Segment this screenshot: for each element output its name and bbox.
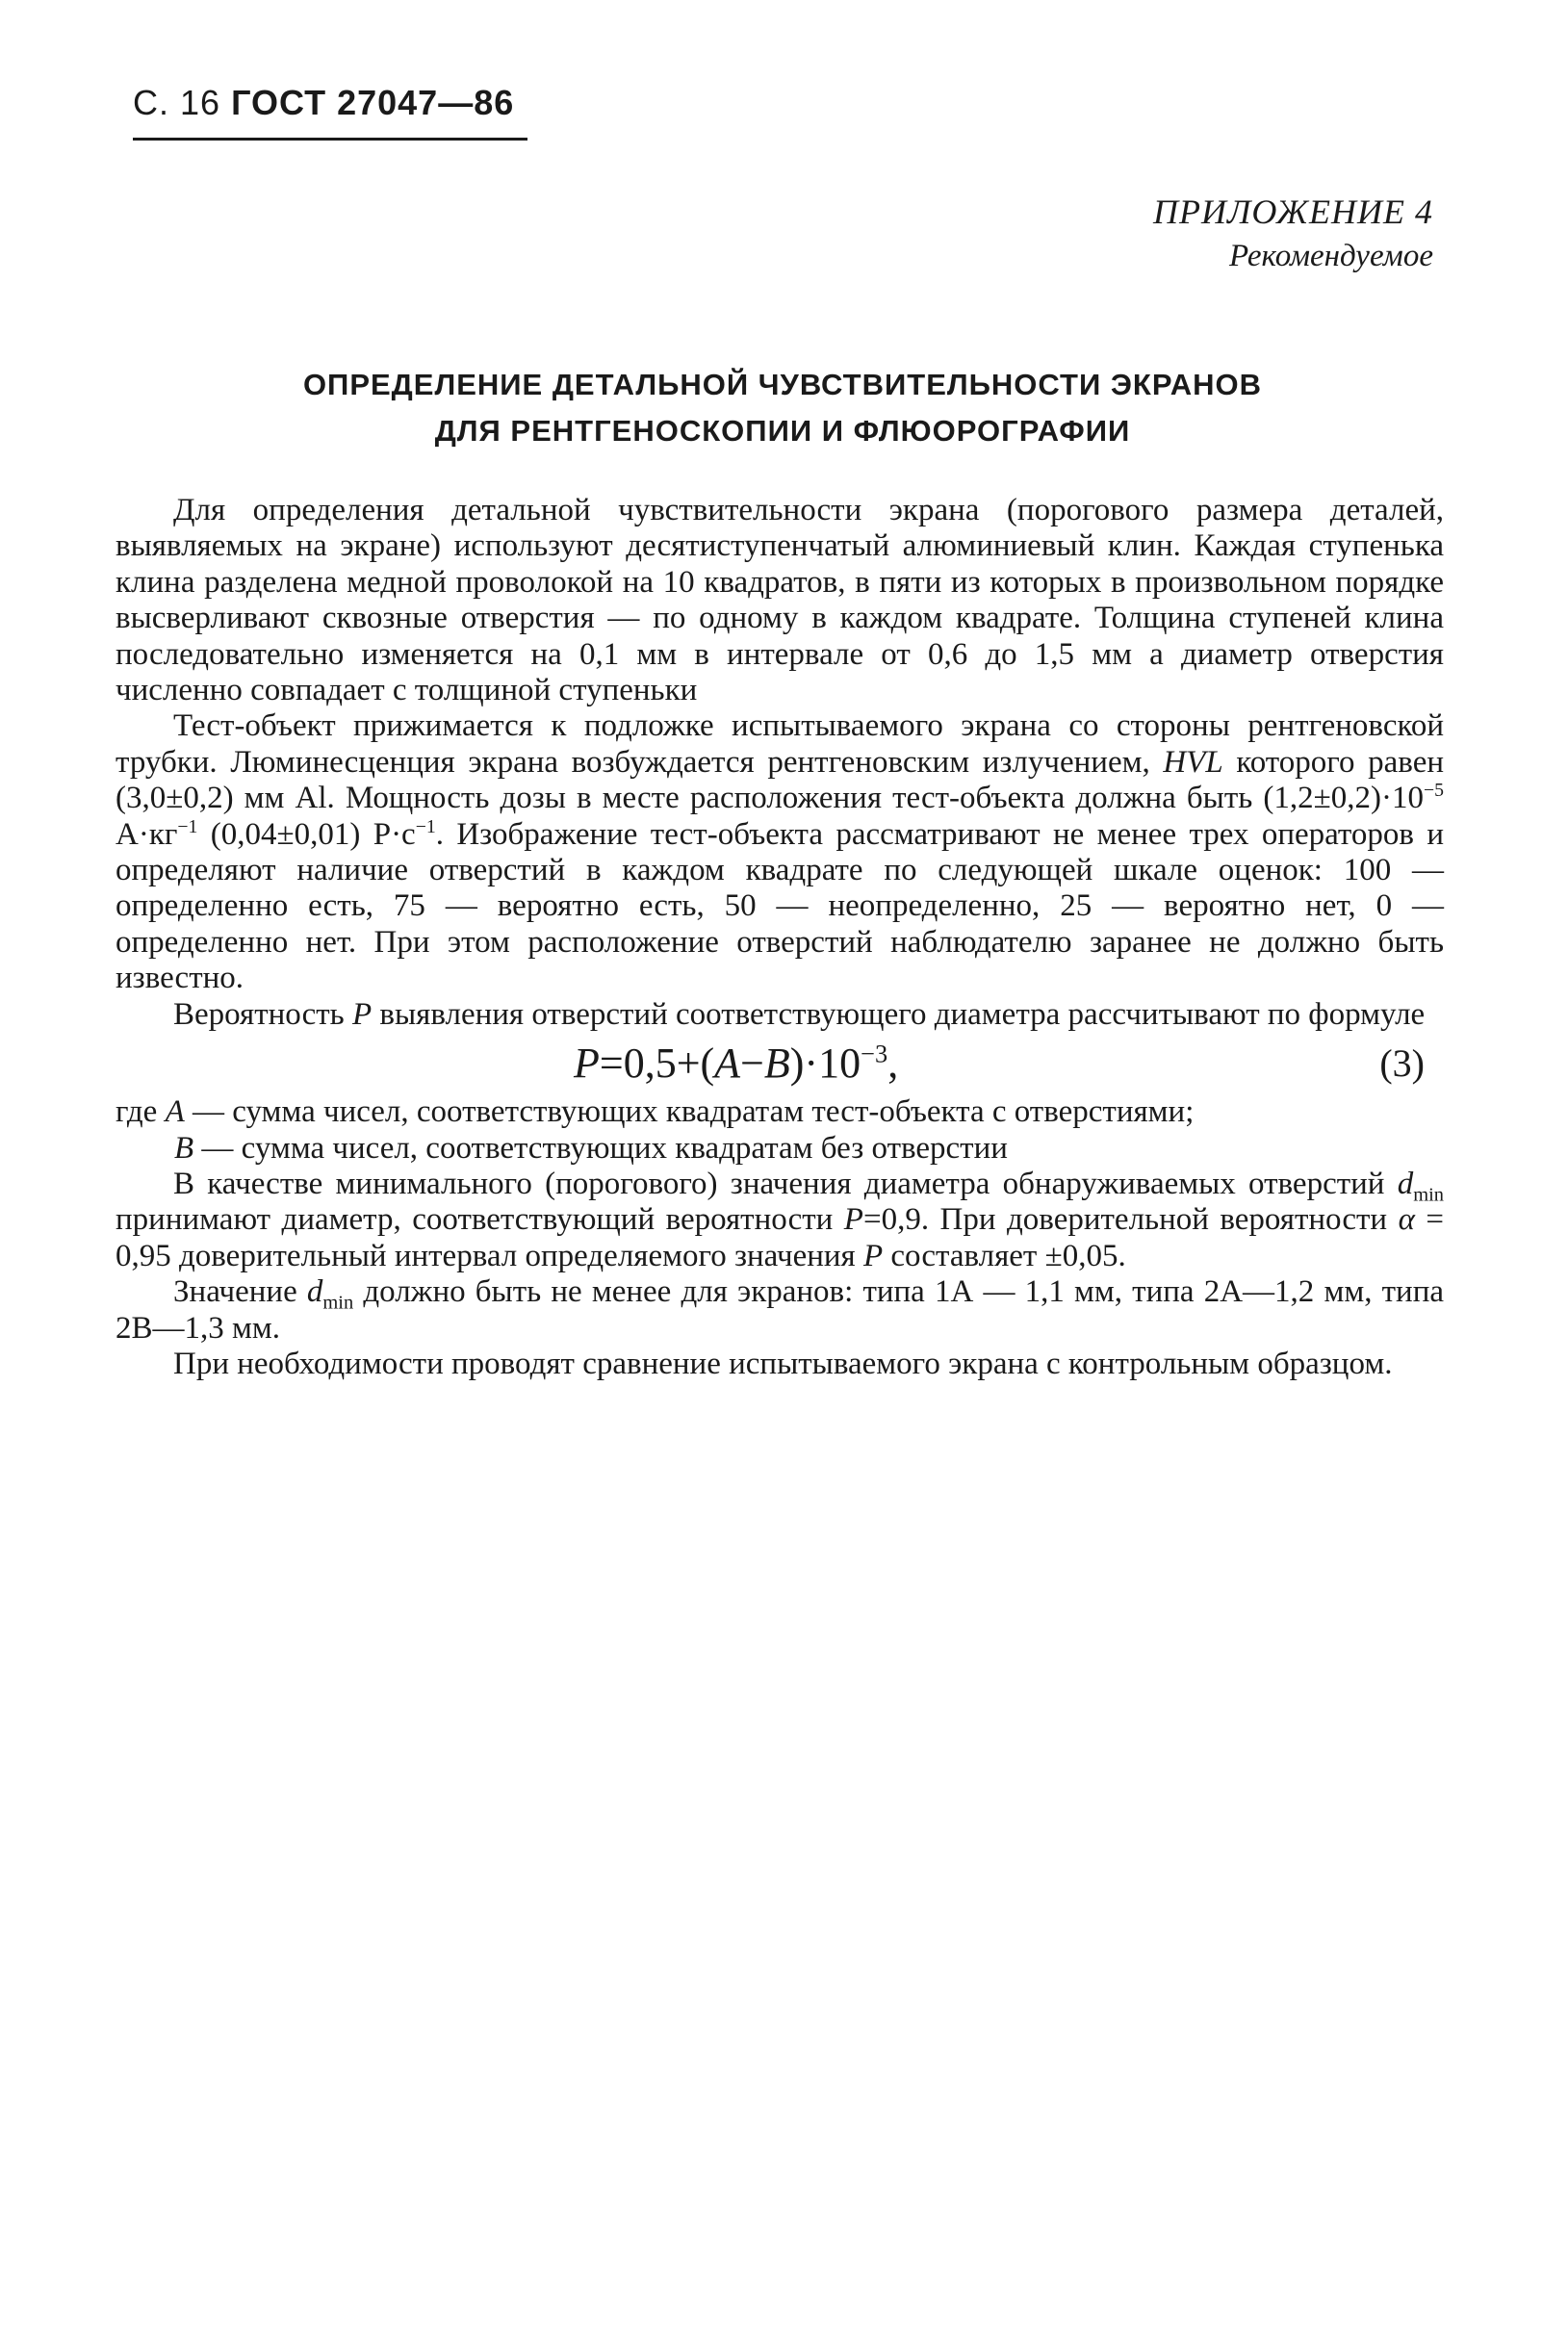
- appendix-block: [1153, 189, 1433, 277]
- paragraph-3: Вероятность P выявления отверстий соответствующего диаметра рассчитывают по формуле: [173, 996, 1426, 1032]
- document-title: [133, 362, 1432, 454]
- page-header: [133, 83, 514, 123]
- formula-expression: $P=0,5+(A-B)\cdot 10^{-3}$,: [574, 1039, 899, 1088]
- paragraph-5: Значение $d_{min}$ должно быть не менее для экранов: типа 1А — 1,1 мм, типа 2А—1,2 мм, типа 2В—1,3 мм.: [116, 1274, 1445, 1346]
- formula-3: [116, 1033, 1444, 1094]
- standard-number: ГОСТ 27047—86: [231, 83, 515, 122]
- paragraph-2: Тест-объект прижимается к подложке испытываемого экрана со стороны рентгеновской трубки. Люминесценция экрана возбуждается рентгеновским излучением, HVL которого равен (3,0±0,2) мм Al. Мощность дозы в месте расположения тест-объекта должна быть $(1,2\pm 0,2)\cdot 10^{-5}$ $А\cdot кг^{-1}$ (0,04±0,01) $Р\cdot с^{-1}$. Изображение тест-объекта рассматривают не менее трех операторов и определяют наличие отверстий в каждом квадрате по следующей шкале оценок: 100 — определенно есть, 75 — вероятно есть, 50 — неопределенно, 25 — вероятно нет, 0 — определенно нет. При этом расположение отверстий наблюдателю заранее не должно быть известно.: [116, 708, 1444, 996]
- where-b: B — сумма чисел, соответствующих квадратам без отверстии: [174, 1130, 1008, 1166]
- appendix-status: Рекомендуемое: [1228, 239, 1433, 273]
- header-rule: [133, 138, 527, 141]
- where-a: где A — сумма чисел, соответствующих квадратам тест-объекта с отверстиями;: [116, 1094, 1195, 1130]
- document-body: [116, 493, 1444, 1382]
- paragraph-1: Для определения детальной чувствительности экрана (порогового размера деталей, выявляемых на экране) используют десятиступенчатый алюминиевый клин. Каждая ступенька клина разделена медной проволокой на 10 квадратов, в пяти из которых в произвольном порядке высверливают сквозные отверстия — по одному в каждом квадрате. Толщина ступеней клина последовательно изменяется на 0,1 мм в интервале от 0,6 до 1,5 мм а диаметр отверстия численно совпадает с толщиной ступеньки: [116, 493, 1444, 708]
- formula-number: (3): [1379, 1041, 1425, 1086]
- paragraph-6: При необходимости проводят сравнение испытываемого экрана с контрольным образцом.: [173, 1346, 1393, 1381]
- hvl-term: HVL: [1163, 744, 1223, 780]
- page-number: С. 16: [133, 83, 221, 122]
- appendix-title: ПРИЛОЖЕНИЕ 4: [1153, 193, 1433, 231]
- title-line-1: ОПРЕДЕЛЕНИЕ ДЕТАЛЬНОЙ ЧУВСТВИТЕЛЬНОСТИ ЭКРАНОВ: [302, 368, 1263, 401]
- paragraph-4: В качестве минимального (порогового) значения диаметра обнаруживаемых отверстий $d_{min}$ принимают диаметр, соответствующий вероятности P=0,9. При доверительной вероятности α = 0,95 доверительный интервал определяемого значения P составляет ±0,05.: [116, 1166, 1444, 1273]
- title-line-2: ДЛЯ РЕНТГЕНОСКОПИИ И ФЛЮОРОГРАФИИ: [434, 414, 1131, 448]
